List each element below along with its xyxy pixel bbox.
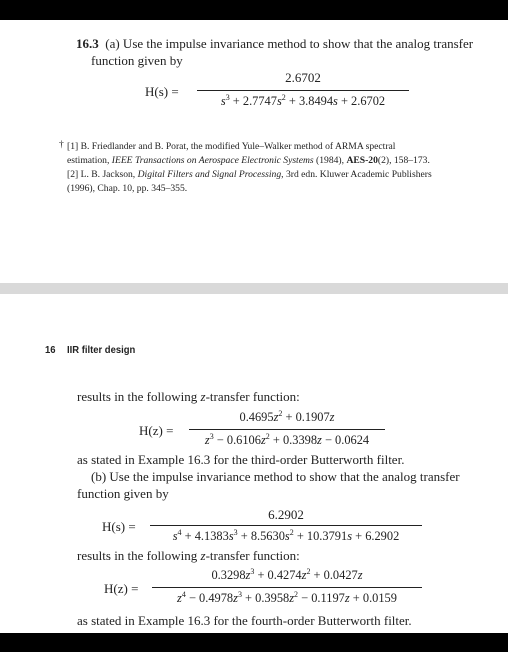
bottom-black-band — [0, 633, 508, 652]
results-line-b: results in the following z-transfer function: — [77, 548, 300, 563]
page-number: 16 — [45, 344, 56, 356]
stated-line-a: as stated in Example 16.3 for the third-order Butterworth filter. — [77, 452, 405, 467]
stated-line-b: as stated in Example 16.3 for the fourth-order Butterworth filter. — [77, 613, 412, 628]
part-b-intro-cont: function given by — [77, 486, 169, 501]
top-black-band — [0, 0, 508, 20]
eq2-lhs: H(z) = — [139, 423, 174, 438]
problem-number: 16.3 — [76, 36, 99, 51]
page-lower — [0, 294, 508, 633]
footnote-1-line-1: [1] B. Friedlander and B. Porat, the modified Yule–Walker method of ARMA spectral — [67, 141, 396, 152]
page-divider — [0, 283, 508, 294]
footnote-2-line-1: [2] L. B. Jackson, Digital Filters and Signal Processing, 3rd edn. Kluwer Academic Publishers — [67, 169, 432, 180]
eq3-fraction-bar — [150, 525, 422, 526]
page-upper — [0, 20, 508, 283]
eq3-lhs: H(s) = — [102, 519, 136, 534]
eq1-lhs: H(s) = — [145, 84, 179, 99]
eq2-numerator: $0.4695z^2 + 0.1907z$ — [239, 409, 335, 424]
running-header — [45, 340, 143, 358]
eq4-numerator: $0.3298z^3 + 0.4274z^2 + 0.0427z$ — [211, 567, 363, 582]
chapter-title: IIR filter design — [66, 344, 135, 356]
eq4-denominator: $z^4 - 0.4978z^3 + 0.3958z^2 - 0.1197z + 0.0159$ — [177, 590, 397, 605]
eq2-denominator: $z^3 - 0.6106z^2 + 0.3398z - 0.0624$ — [204, 432, 370, 447]
footnote-2-line-2: (1996), Chap. 10, pp. 345–355. — [67, 183, 188, 194]
footnote-dagger: † — [59, 139, 64, 150]
part-b-intro: (b) Use the impulse invariance method to show that the analog transfer — [91, 469, 460, 484]
eq1-denominator: $s^3 + 2.7747s^2 + 3.8494s + 2.6702$ — [220, 93, 386, 108]
eq3-denominator: $s^4 + 4.1383s^3 + 8.5630s^2 + 10.3791s + 6.2902$ — [172, 528, 400, 543]
eq1-numerator: 2.6702 — [285, 70, 321, 85]
results-line-a: results in the following z-transfer function: — [77, 389, 300, 404]
problem-line-1 — [76, 35, 473, 52]
footnote-1-line-2: estimation, IEEE Transactions on Aerospace Electronic Systems (1984), AES-20(2), 158–173. — [67, 155, 430, 166]
eq3-numerator: 6.2902 — [268, 507, 304, 522]
eq1-fraction-bar — [197, 90, 409, 91]
part-a-intro: (a) Use the impulse invariance method to show that the analog transfer — [105, 36, 474, 51]
eq2-fraction-bar — [189, 429, 385, 430]
eq4-fraction-bar — [152, 587, 422, 588]
eq4-lhs: H(z) = — [104, 581, 139, 596]
part-a-intro-cont: function given by — [91, 53, 183, 68]
